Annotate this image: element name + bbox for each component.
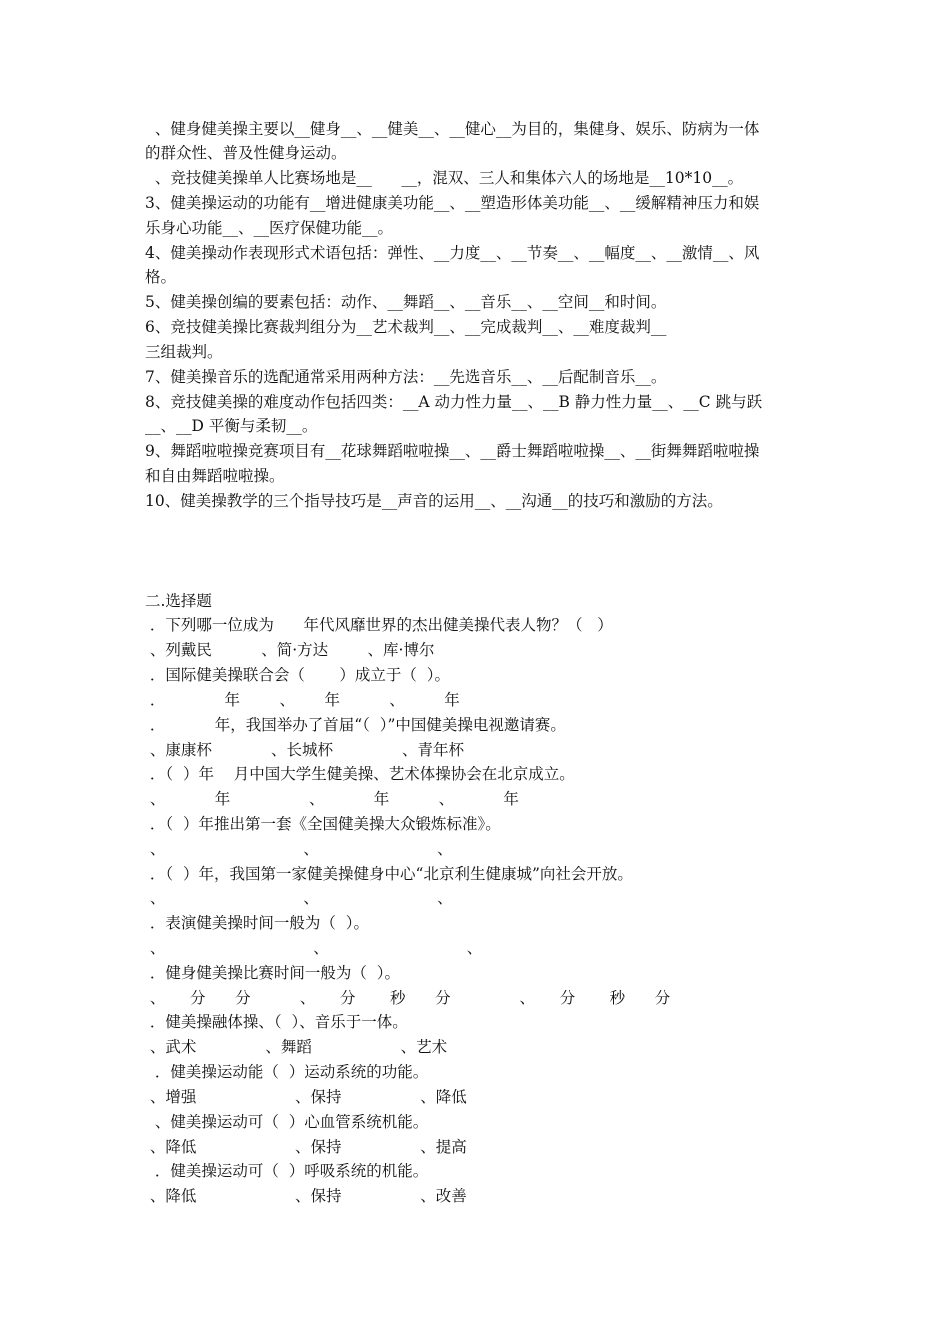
- option-line: 、降低 、保持 、提高: [145, 1138, 467, 1156]
- option-line: 、 年 、 年 、 年: [145, 790, 519, 808]
- option-line: 、 、 、: [145, 889, 453, 907]
- question-line: ．下列哪一位成为 年代风靡世界的杰出健美操代表人物？（ ）: [145, 616, 613, 634]
- question-line: ．健身健美操比赛时间一般为（ ）。: [145, 964, 401, 982]
- text-line: 格。: [145, 268, 177, 286]
- text-line: 10、健美操教学的三个指导技巧是__声音的运用__、__沟通__的技巧和激励的方法。: [145, 492, 723, 510]
- text-line: 乐身心功能__、__医疗保健功能__。: [145, 219, 394, 237]
- question-line: ．（ ）年推出第一套《全国健美操大众锻炼标准》。: [145, 815, 501, 833]
- option-line: 、武术 、舞蹈 、艺术: [145, 1038, 448, 1056]
- option-line: 、降低 、保持 、改善: [145, 1187, 467, 1205]
- question-line: ．健美操运动可（ ）呼吸系统的机能。: [145, 1162, 429, 1180]
- option-line: 、列戴民 、简·方达 、库·博尔: [145, 641, 435, 659]
- text-line: 的群众性、普及性健身运动。: [145, 144, 347, 162]
- option-line: ． 年 、 年 、 年: [145, 691, 460, 709]
- text-line: 三组裁判。: [145, 343, 223, 361]
- question-line: ． 年，我国举办了首届“（ ）”中国健美操电视邀请赛。: [145, 716, 566, 734]
- option-line: 、 分 分 、 分 秒 分 、 分 秒 分: [145, 989, 671, 1007]
- text-line: 4、健美操动作表现形式术语包括：弹性、__力度__、__节奏__、__幅度__、__激情__、风: [145, 244, 760, 262]
- question-line: ．（ ）年，我国第一家健美操健身中心“北京利生健康城”向社会开放。: [145, 865, 633, 883]
- option-line: 、 、 、: [145, 840, 453, 858]
- question-line: ．健美操融体操、（ ）、音乐于一体。: [145, 1013, 408, 1031]
- text-line: 、竞技健美操单人比赛场地是__ __，混双、三人和集体六人的场地是__10*10__。: [145, 169, 744, 187]
- text-line: 3、健美操运动的功能有__增进健康美功能__、__塑造形体美功能__、__缓解精神压力和娱: [145, 194, 760, 212]
- question-line: ．国际健美操联合会（ ）成立于（ ）。: [145, 666, 451, 684]
- question-line: ．（ ）年 月中国大学生健美操、艺术体操协会在北京成立。: [145, 765, 575, 783]
- text-line: 6、竞技健美操比赛裁判组分为__艺术裁判__、__完成裁判__、__难度裁判__: [145, 318, 667, 336]
- text-line: 、健身健美操主要以__健身__、__健美__、__健心__为目的，集健身、娱乐、防病为一体: [145, 120, 760, 138]
- text-line: 和自由舞蹈啦啦操。: [145, 467, 285, 485]
- question-line: ．表演健美操时间一般为（ ）。: [145, 914, 370, 932]
- question-line: ．健美操运动能（ ）运动系统的功能。: [145, 1063, 429, 1081]
- text-line: 8、竞技健美操的难度动作包括四类：__A 动力性力量__、__B 静力性力量__、__C 跳与跃: [145, 393, 763, 411]
- question-line: 、健美操运动可（ ）心血管系统机能。: [145, 1113, 429, 1131]
- text-line: 5、健美操创编的要素包括：动作、__舞蹈__、__音乐__、__空间__和时间。: [145, 293, 667, 311]
- option-line: 、增强 、保持 、降低: [145, 1088, 467, 1106]
- text-line: 7、健美操音乐的选配通常采用两种方法：__先选音乐__、__后配制音乐__。: [145, 368, 667, 386]
- option-line: 、 、 、: [145, 939, 483, 957]
- text-line: 9、舞蹈啦啦操竞赛项目有__花球舞蹈啦啦操__、__爵士舞蹈啦啦操__、__街舞舞蹈啦啦操: [145, 442, 760, 460]
- section-heading: 二.选择题: [145, 592, 212, 610]
- text-line: __、__D 平衡与柔韧__。: [145, 417, 318, 435]
- option-line: 、康康杯 、长城杯 、青年杯: [145, 741, 465, 759]
